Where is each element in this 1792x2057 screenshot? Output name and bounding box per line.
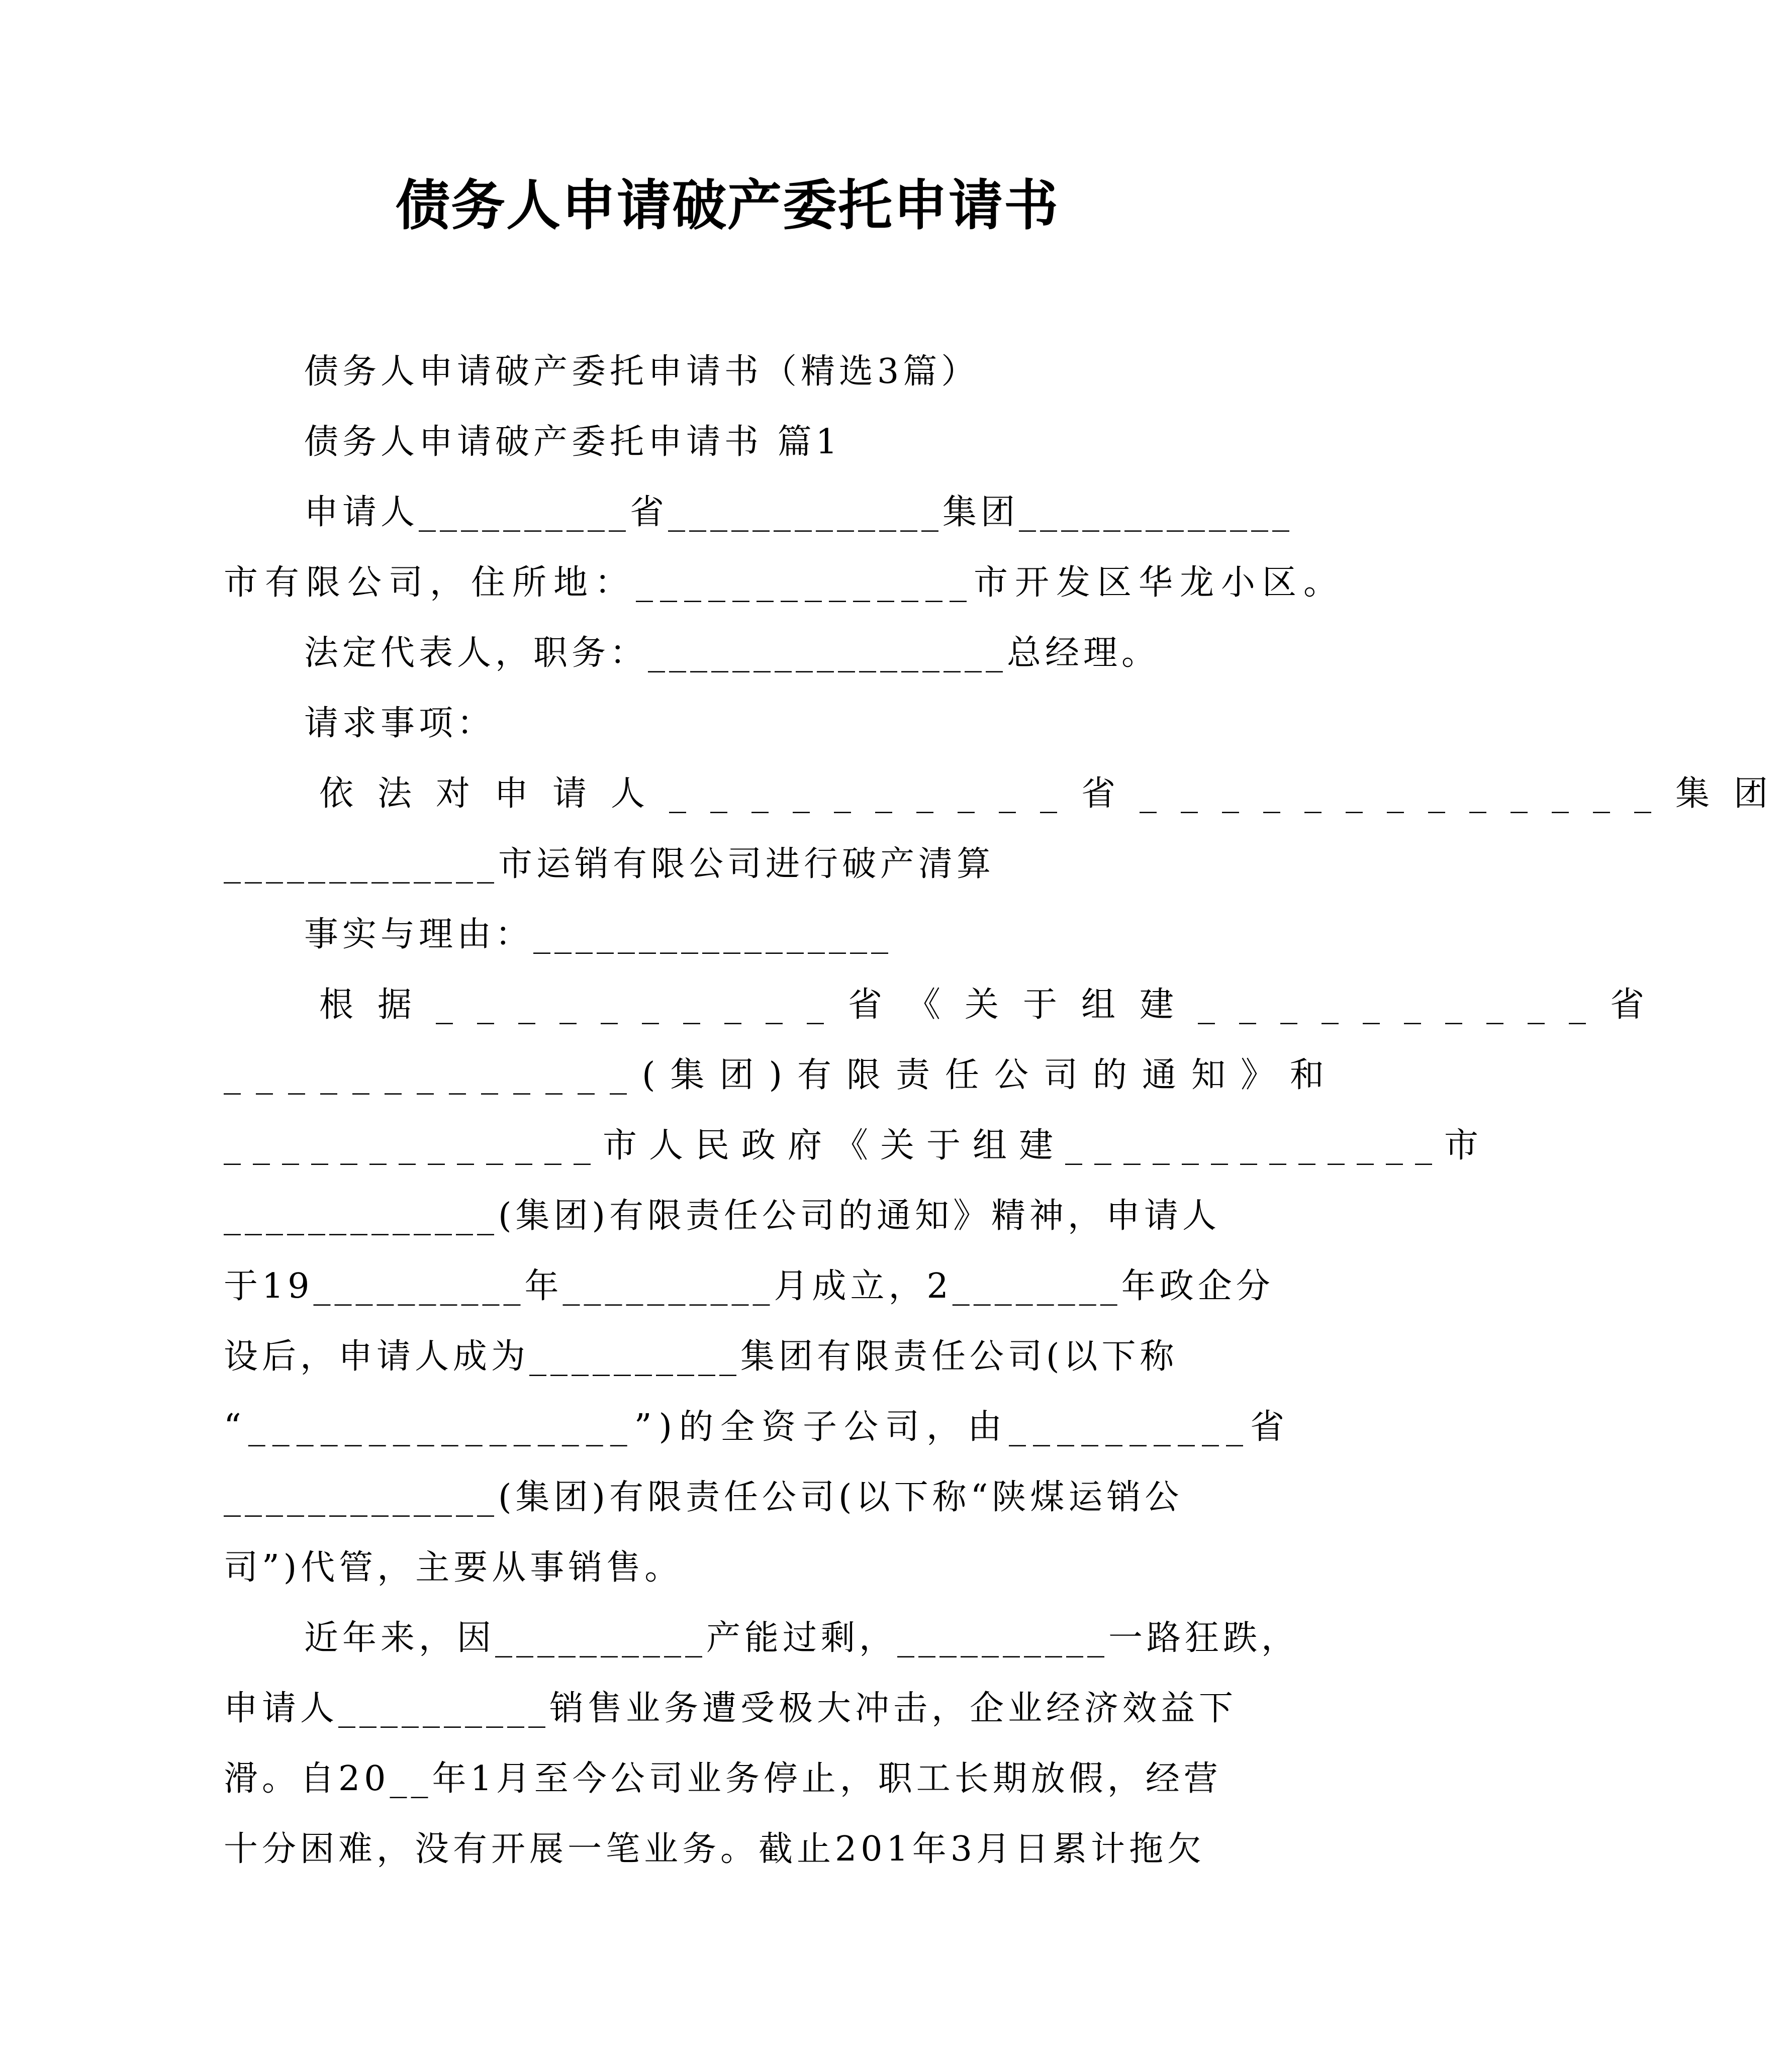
paragraph-line: 依法对申请人__________省_____________集团 <box>319 774 1792 814</box>
paragraph-line: “________________”)的全资子公司，由__________省 <box>224 1407 1292 1447</box>
paragraph-line: _____________市人民政府《关于组建_____________市 <box>224 1126 1491 1165</box>
paragraph-line: 申请人__________省_____________集团_____________ <box>304 493 1294 532</box>
paragraph-line: 十分困难，没有开展一笔业务。截止201年3月日累计拖欠 <box>224 1829 1206 1869</box>
paragraph-line: 滑。自20__年1月至今公司业务停止，职工长期放假，经营 <box>224 1759 1222 1799</box>
paragraph-line: 法定代表人，职务：_________________总经理。 <box>304 633 1160 673</box>
document-title: 债务人申请破产委托申请书 <box>395 174 1059 237</box>
paragraph-line: 申请人__________销售业务遭受极大冲击，企业经济效益下 <box>224 1689 1238 1728</box>
paragraph-line: 请求事项： <box>304 704 496 743</box>
paragraph-line: _____________(集团)有限责任公司的通知》精神，申请人 <box>224 1196 1221 1236</box>
paragraph-line: _____________(集团)有限责任公司(以下称“陕煤运销公 <box>224 1478 1183 1517</box>
paragraph-line: _____________市运销有限公司进行破产清算 <box>224 844 995 884</box>
paragraph-line: 债务人申请破产委托申请书（精选3篇） <box>304 352 980 391</box>
paragraph-line: 根据__________省《关于组建__________省 <box>319 985 1669 1025</box>
paragraph-line: 司”)代管，主要从事销售。 <box>224 1548 683 1588</box>
paragraph-line: 债务人申请破产委托申请书 篇1 <box>304 422 841 462</box>
paragraph-line: 事实与理由：_________________ <box>304 915 893 954</box>
paragraph-line: 于19__________年__________月成立，2________年政企分 <box>224 1266 1274 1306</box>
paragraph-line: 近年来，因__________产能过剩，__________一路狂跌， <box>304 1618 1300 1658</box>
paragraph-line: _____________(集团)有限责任公司的通知》和 <box>224 1055 1340 1095</box>
paragraph-line: 设后，申请人成为__________集团有限责任公司(以下称 <box>224 1337 1178 1377</box>
paragraph-line: 市有限公司，住所地：______________市开发区华龙小区。 <box>224 563 1345 603</box>
